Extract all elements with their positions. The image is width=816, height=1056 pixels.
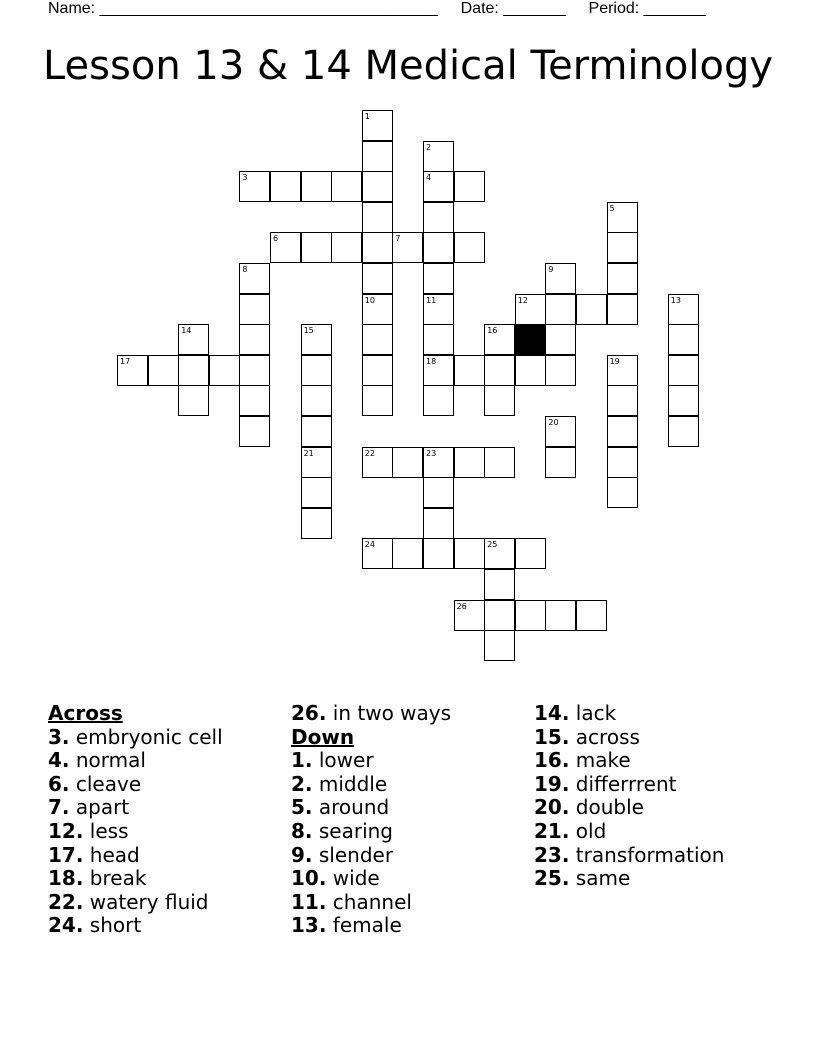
grid-cell[interactable]: [515, 294, 546, 325]
grid-cell[interactable]: [178, 324, 209, 355]
grid-cell[interactable]: [392, 447, 423, 478]
clue-number: 11: [426, 295, 437, 305]
grid-cell[interactable]: [362, 385, 393, 416]
grid-cell[interactable]: [239, 416, 270, 447]
grid-cell[interactable]: [545, 600, 576, 631]
grid-cell[interactable]: [454, 355, 485, 386]
grid-cell[interactable]: [545, 416, 576, 447]
clue-number: 13: [670, 295, 681, 305]
clue-down-15: 15. across: [534, 724, 640, 749]
grid-cell[interactable]: [331, 232, 362, 263]
down-heading: Down: [291, 724, 355, 749]
grid-cell[interactable]: [301, 416, 332, 447]
grid-cell[interactable]: [239, 324, 270, 355]
clue-number: 26: [456, 601, 467, 611]
clue-across-3: 3. embryonic cell: [48, 724, 223, 749]
grid-cell[interactable]: [362, 294, 393, 325]
grid-cell[interactable]: [239, 263, 270, 294]
name-label: Name:: [48, 0, 100, 17]
grid-cell[interactable]: [239, 355, 270, 386]
grid-cell[interactable]: [515, 538, 546, 569]
clue-down-25: 25. same: [534, 866, 631, 891]
clue-down-2: 2. middle: [291, 771, 388, 796]
grid-cell[interactable]: [668, 294, 699, 325]
clue-number: 3: [242, 173, 248, 183]
grid-cell[interactable]: [545, 263, 576, 294]
grid-cell[interactable]: [423, 263, 454, 294]
clue-number: 16: [487, 326, 498, 336]
clue-down-23: 23. transformation: [534, 842, 725, 867]
date-label: Date:: [460, 0, 504, 17]
grid-cell[interactable]: [270, 171, 301, 202]
grid-cell[interactable]: [362, 171, 393, 202]
grid-cell[interactable]: [239, 385, 270, 416]
clue-down-9: 9. slender: [291, 842, 394, 867]
period-blank[interactable]: _______: [643, 0, 706, 17]
grid-cell[interactable]: [668, 385, 699, 416]
grid-cell[interactable]: [178, 385, 209, 416]
across-heading: Across: [48, 701, 123, 725]
grid-cell[interactable]: [454, 171, 485, 202]
grid-cell[interactable]: [392, 232, 423, 263]
grid-cell[interactable]: [301, 232, 332, 263]
clue-across-18: 18. break: [48, 866, 147, 891]
grid-cell[interactable]: [668, 355, 699, 386]
grid-cell[interactable]: [454, 538, 485, 569]
period-label: Period:: [588, 0, 644, 17]
grid-cell[interactable]: [362, 141, 393, 172]
grid-cell[interactable]: [423, 232, 454, 263]
page-title: Lesson 13 & 14 Medical Terminology: [42, 43, 774, 89]
clue-across-24: 24. short: [48, 913, 142, 938]
clue-down-19: 19. differrrent: [534, 771, 677, 796]
clue-down-8: 8. searing: [291, 818, 394, 843]
grid-cell[interactable]: [545, 447, 576, 478]
grid-cell[interactable]: [301, 324, 332, 355]
clue-number: 8: [242, 265, 248, 274]
clue-number: 15: [303, 326, 314, 336]
grid-cell[interactable]: [484, 324, 515, 355]
clue-number: 12: [517, 295, 528, 305]
grid-cell[interactable]: [454, 600, 485, 631]
grid-cell[interactable]: [484, 385, 515, 416]
clue-across-26: 26. in two ways: [291, 701, 452, 725]
grid-cell[interactable]: [362, 202, 393, 233]
clue-number: 5: [609, 203, 615, 213]
grid-cell[interactable]: [607, 416, 638, 447]
grid-cell[interactable]: [607, 355, 638, 386]
clue-number: 25: [487, 540, 498, 550]
grid-cell[interactable]: [331, 171, 362, 202]
clue-number: 20: [548, 418, 559, 427]
grid-cell[interactable]: [484, 355, 515, 386]
clue-number: 14: [181, 326, 192, 336]
grid-cell[interactable]: [362, 447, 393, 478]
clue-number: 19: [609, 356, 620, 366]
clue-number: 6: [273, 234, 279, 244]
grid-cell[interactable]: [668, 416, 699, 447]
clue-across-12: 12. less: [48, 818, 129, 843]
grid-cell[interactable]: [301, 355, 332, 386]
grid-cell[interactable]: [515, 355, 546, 386]
clue-number: 17: [120, 356, 131, 366]
clues-column-1: [48, 702, 223, 938]
clues-column-3: [534, 702, 724, 891]
clue-number: 23: [426, 448, 437, 458]
grid-cell[interactable]: [484, 538, 515, 569]
grid-cell[interactable]: [239, 171, 270, 202]
grid-cell[interactable]: [545, 324, 576, 355]
clue-number: 4: [426, 173, 432, 183]
clue-down-21: 21. old: [534, 818, 607, 843]
clue-down-14: 14. lack: [534, 701, 617, 725]
grid-cell[interactable]: [270, 232, 301, 263]
grid-cell[interactable]: [545, 355, 576, 386]
clue-down-11: 11. channel: [291, 889, 412, 914]
grid-cell[interactable]: [607, 263, 638, 294]
grid-cell[interactable]: [423, 477, 454, 508]
clue-down-16: 16. make: [534, 748, 631, 773]
grid-cell[interactable]: [607, 477, 638, 508]
clue-number: 18: [426, 356, 437, 366]
name-blank[interactable]: ______________________________________: [99, 0, 438, 17]
clue-across-7: 7. apart: [48, 795, 130, 820]
clue-number: 7: [395, 234, 401, 244]
clue-number: 9: [548, 265, 554, 274]
clue-across-22: 22. watery fluid: [48, 889, 209, 914]
grid-cell[interactable]: [423, 324, 454, 355]
grid-cell[interactable]: [362, 232, 393, 263]
grid-cell[interactable]: [576, 294, 607, 325]
grid-cell[interactable]: [301, 447, 332, 478]
grid-cell[interactable]: [423, 141, 454, 172]
grid-cell[interactable]: [362, 355, 393, 386]
grid-cell[interactable]: [362, 324, 393, 355]
grid-cell[interactable]: [668, 324, 699, 355]
clue-down-20: 20. double: [534, 795, 644, 820]
grid-cell[interactable]: [301, 508, 332, 539]
grid-cell[interactable]: [362, 263, 393, 294]
grid-cell[interactable]: [209, 355, 240, 386]
grid-cell[interactable]: [454, 447, 485, 478]
clue-down-10: 10. wide: [291, 866, 380, 891]
clue-number: 24: [364, 540, 375, 550]
grid-cell[interactable]: [607, 202, 638, 233]
grid-cell[interactable]: [423, 355, 454, 386]
grid-cell[interactable]: [423, 538, 454, 569]
clue-across-4: 4. normal: [48, 748, 146, 773]
grid-cell[interactable]: [576, 600, 607, 631]
grid-cell[interactable]: [301, 477, 332, 508]
grid-cell[interactable]: [423, 171, 454, 202]
clue-across-17: 17. head: [48, 842, 140, 867]
grid-cell[interactable]: [301, 171, 332, 202]
black-cell: [515, 324, 546, 355]
grid-cell[interactable]: [423, 447, 454, 478]
grid-cell[interactable]: [301, 385, 332, 416]
grid-cell[interactable]: [362, 110, 393, 141]
grid-cell[interactable]: [607, 232, 638, 263]
clue-number: 2: [426, 142, 432, 152]
grid-cell[interactable]: [423, 508, 454, 539]
grid-cell[interactable]: [607, 294, 638, 325]
grid-cell[interactable]: [117, 355, 148, 386]
grid-cell[interactable]: [484, 630, 515, 661]
grid-cell[interactable]: [392, 538, 423, 569]
clue-down-1: 1. lower: [291, 748, 374, 773]
grid-cell[interactable]: [607, 447, 638, 478]
grid-cell[interactable]: [423, 294, 454, 325]
grid-cell[interactable]: [454, 232, 485, 263]
clues-column-2: [291, 702, 451, 938]
grid-cell[interactable]: [239, 294, 270, 325]
clue-number: 22: [364, 448, 375, 458]
clue-down-13: 13. female: [291, 913, 402, 938]
grid-cell[interactable]: [178, 355, 209, 386]
grid-cell[interactable]: [607, 385, 638, 416]
clue-across-6: 6. cleave: [48, 771, 142, 796]
clue-number: 21: [303, 448, 314, 458]
date-blank[interactable]: _______: [503, 0, 566, 17]
grid-cell[interactable]: [515, 600, 546, 631]
clue-down-5: 5. around: [291, 795, 390, 820]
grid-cell[interactable]: [484, 600, 515, 631]
grid-cell[interactable]: [423, 385, 454, 416]
clue-number: 1: [364, 112, 370, 121]
grid-cell[interactable]: [148, 355, 179, 386]
grid-cell[interactable]: [484, 569, 515, 600]
grid-cell[interactable]: [362, 538, 393, 569]
grid-cell[interactable]: [484, 447, 515, 478]
clue-number: 10: [364, 295, 375, 305]
grid-cell[interactable]: [545, 294, 576, 325]
grid-cell[interactable]: [423, 202, 454, 233]
